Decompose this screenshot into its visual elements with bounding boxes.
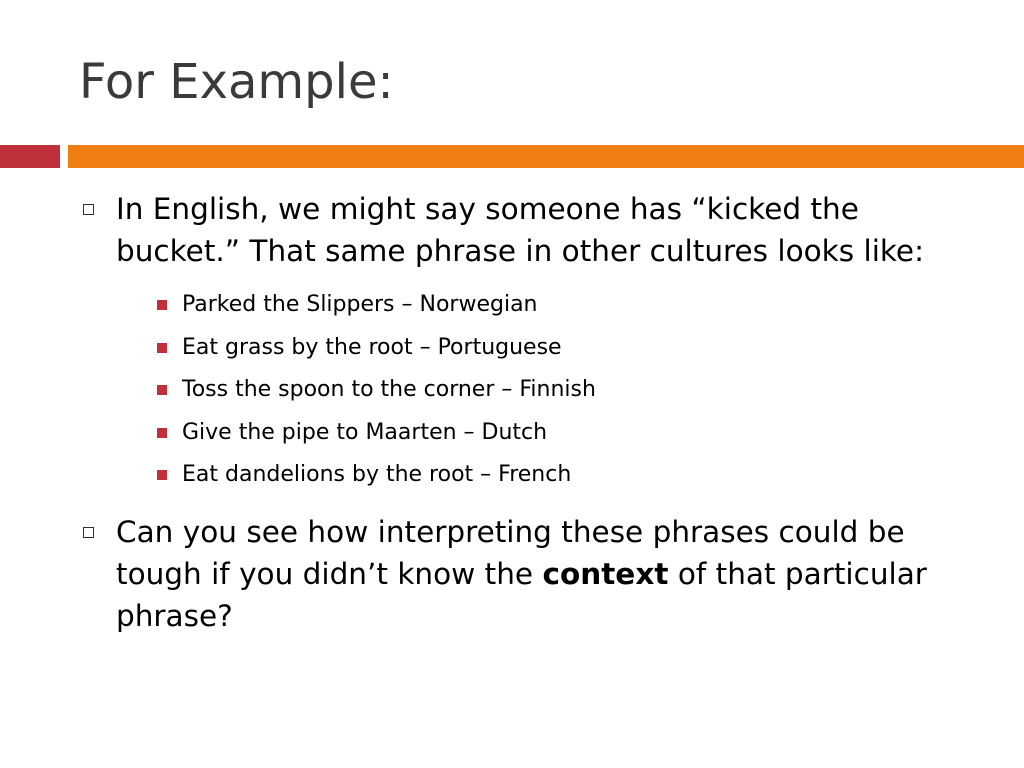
hollow-square-bullet-icon (83, 204, 94, 215)
bullet-text-after: of that particular phrase? (116, 556, 927, 633)
sub-bullet-item (157, 369, 933, 412)
sub-bullet-text: Parked the Slippers – Norwegian (182, 292, 538, 317)
sub-bullet-item (157, 412, 933, 455)
bullet-text-before: Can you see how interpreting these phrases could be tough if you didn’t know the (116, 514, 905, 591)
sub-bullet-text: Give the pipe to Maarten – Dutch (182, 419, 548, 445)
slide-title: For Example: (79, 54, 394, 110)
bullet-item (83, 188, 933, 272)
filled-square-bullet-icon (157, 470, 167, 480)
filled-square-bullet-icon (157, 300, 167, 310)
accent-bar-left (0, 145, 60, 168)
filled-square-bullet-icon (157, 428, 167, 438)
sub-bullet-text: Eat grass by the root – Portuguese (182, 334, 562, 360)
slide-content (83, 188, 933, 647)
sub-bullet-item (157, 327, 933, 370)
sub-bullet-text: Toss the spoon to the corner – Finnish (182, 377, 596, 402)
bullet-text: In English, we might say someone has “kicked the bucket.” That same phrase in other cultures looks like: (116, 192, 925, 268)
filled-square-bullet-icon (157, 385, 167, 395)
hollow-square-bullet-icon (83, 527, 94, 538)
sub-bullet-text: Eat dandelions by the root – French (182, 462, 572, 487)
bullet-item (83, 511, 933, 637)
bullet-text-bold: context (542, 556, 669, 591)
sub-bullet-item (157, 454, 933, 497)
accent-bar-right (68, 145, 1024, 168)
sub-bullet-item (157, 284, 933, 327)
filled-square-bullet-icon (157, 343, 167, 353)
sub-bullet-list (157, 284, 933, 497)
